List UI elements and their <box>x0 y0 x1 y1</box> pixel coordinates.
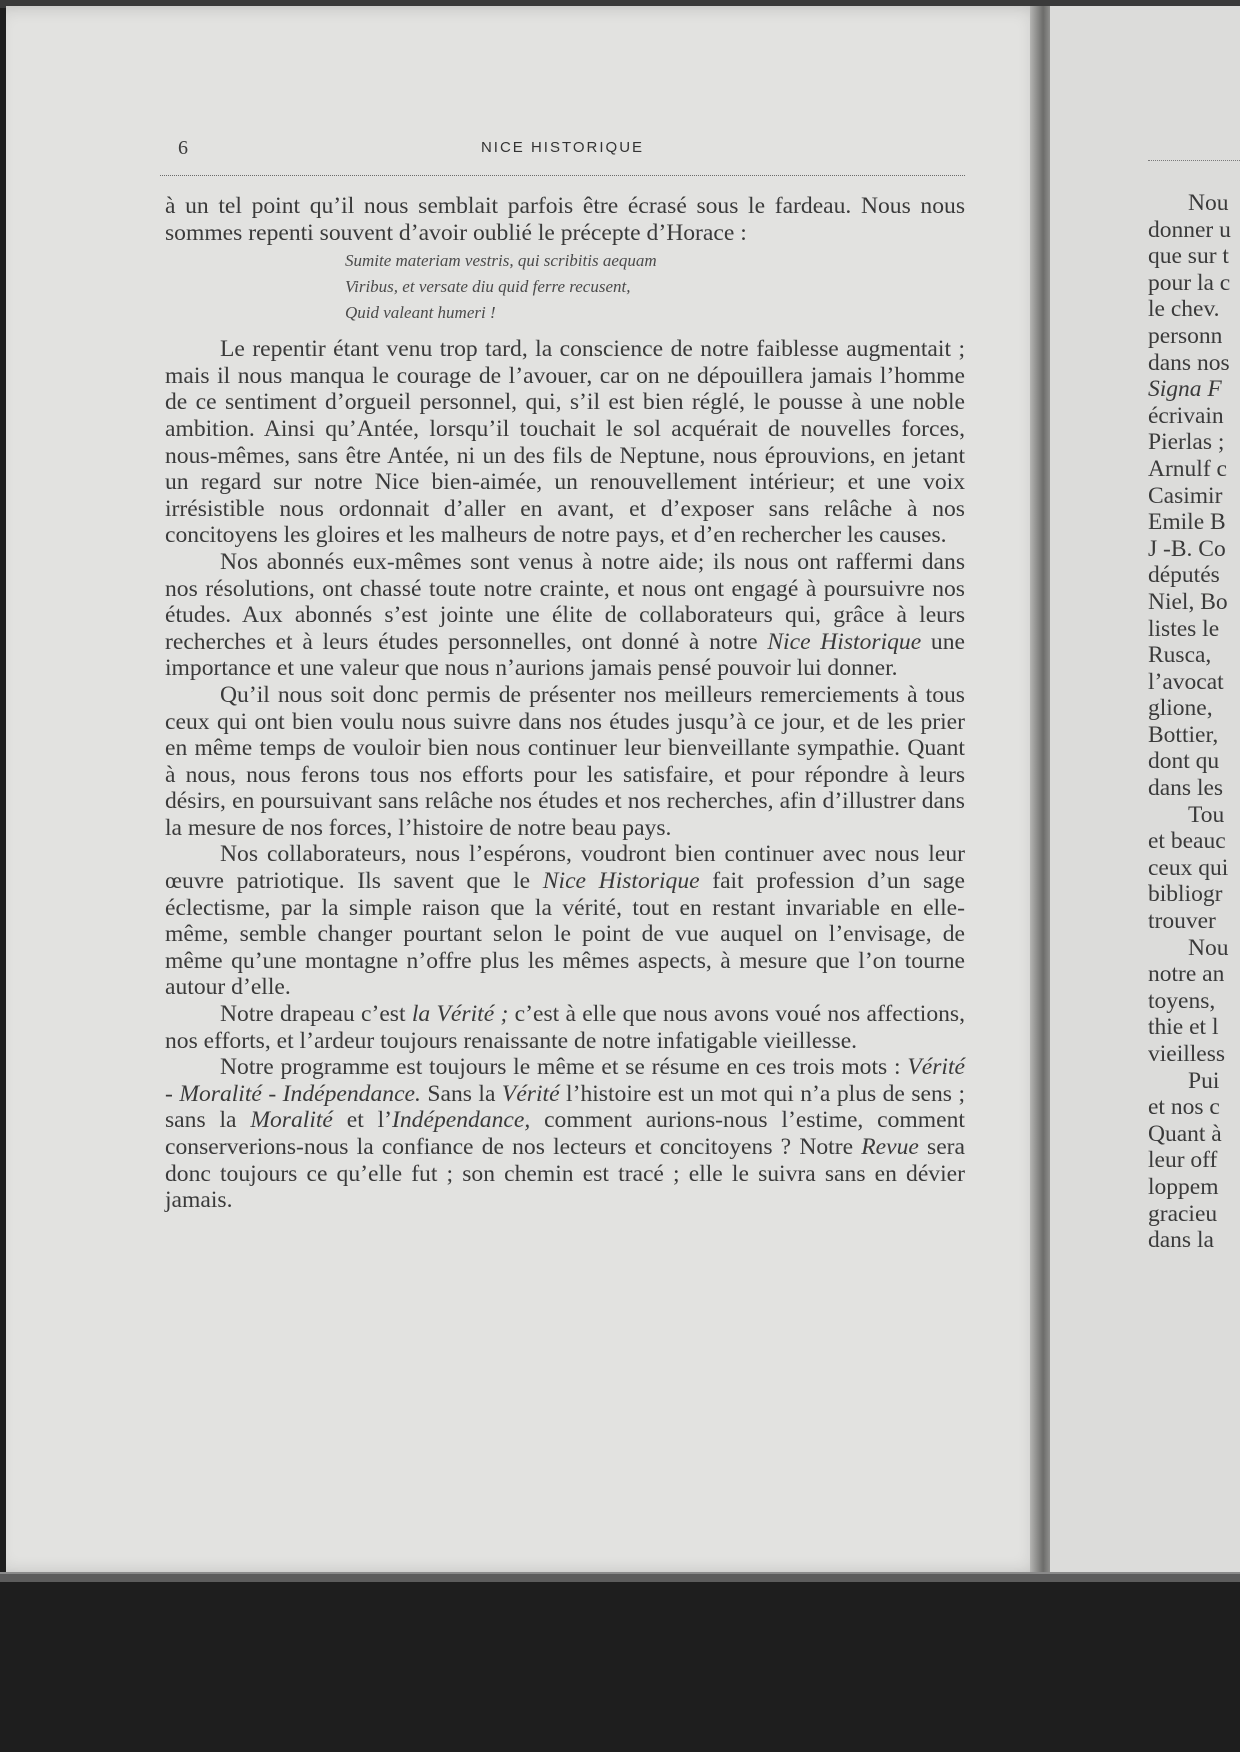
facing-page-line: et beauc <box>1148 828 1226 855</box>
facing-page-line: loppem <box>1148 1173 1219 1200</box>
facing-page-rule <box>1148 160 1240 161</box>
emphasis: Indépendance, <box>392 1107 531 1134</box>
facing-page-line: dans nos <box>1148 349 1230 376</box>
facing-page-line: Arnulf c <box>1148 455 1227 482</box>
facing-page-line: dans la <box>1148 1227 1214 1254</box>
facing-page-line: l’avocat <box>1148 668 1224 695</box>
paragraph-1: à un tel point qu’il nous semblait parfois être écrasé sous le fardeau. Nous nous sommes repenti souvent d’avoir oublié le précepte d’Horace : <box>165 193 965 246</box>
facing-page-line: toyens, <box>1148 987 1216 1014</box>
facing-page-line: gracieu <box>1148 1200 1218 1227</box>
facing-page-line: Quant à <box>1148 1120 1222 1147</box>
facing-page-line: vieilless <box>1148 1041 1226 1067</box>
journal-name: Revue <box>861 1134 919 1160</box>
facing-page-line: bibliogr <box>1148 881 1223 908</box>
facing-page-line: glione, <box>1148 695 1213 722</box>
facing-page-line: personn <box>1148 322 1223 349</box>
emphasis: la Vérité ; <box>411 1001 509 1028</box>
facing-page-line: dans les <box>1148 775 1224 802</box>
facing-page-line: dont qu <box>1148 748 1220 775</box>
facing-page-line: Nou <box>1188 934 1229 961</box>
facing-page-line: Emile B <box>1148 509 1226 536</box>
facing-page-line: écrivain <box>1148 402 1224 429</box>
facing-page-line: Rusca, <box>1148 642 1212 669</box>
emphasis: Moralité <box>250 1107 333 1134</box>
quote-line-1: Sumite materiam vestris, qui scribitis aequam <box>345 251 657 271</box>
horace-quote <box>345 248 965 326</box>
page-number: 6 <box>178 137 188 159</box>
facing-page-line: listes le <box>1148 615 1220 642</box>
scan-bottom-edge <box>0 1572 1240 1582</box>
quote-line-3: Quid valeant humeri ! <box>345 303 496 323</box>
paragraph-3: Nos abonnés eux-mêmes sont venus à notre aide; ils nous ont raffermi dans nos résolutions, ont chassé toute notre crainte, et nous ont engagé à poursuivre nos études. Aux abonnés s’est jointe une élite de collaborateurs qui, grâce à leurs recherches et à leurs études personnelles, ont donné à notre Nice Historique une importance et une valeur que nous n’aurions jamais pensé pouvoir lui donner. <box>165 548 965 682</box>
book-gutter <box>1030 6 1052 1574</box>
motto: Vérité - Moralité - Indépendance. <box>165 1054 965 1107</box>
facing-page-line: Tou <box>1188 801 1225 828</box>
facing-page-line: donner u <box>1148 216 1231 243</box>
facing-page-text <box>1148 190 1240 1254</box>
facing-page-line: Signa F <box>1148 376 1222 403</box>
facing-page-line: Pui <box>1188 1067 1220 1094</box>
facing-page-line: Nou <box>1188 190 1229 216</box>
journal-title: Nice Historique <box>542 868 700 895</box>
page-header <box>160 135 965 176</box>
facing-page-line: Niel, Bo <box>1148 588 1228 615</box>
facing-page-line: Pierlas ; <box>1148 429 1225 456</box>
paragraph-4: Qu’il nous soit donc permis de présenter nos meilleurs remerciements à tous ceux qui ont bien voulu nous suivre dans nos études jusqu’à ce jour, et de les prier en même temps de vouloir bien nous continuer leur bienveillante sympathie. Quant à nous, nous ferons tous nos efforts pour les satisfaire, et pour répondre à leurs désirs, en poursuivant sans relâche nos études et nos recherches, afin d’illustrer dans la mesure de nos forces, l’histoire de notre beau pays. <box>165 681 965 841</box>
facing-page-line: pour la c <box>1148 269 1231 296</box>
facing-page-line: députés <box>1148 562 1220 589</box>
quote-line-2: Viribus, et versate diu quid ferre recusent, <box>345 277 631 297</box>
paragraph-7: Notre programme est toujours le même et se résume en ces trois mots : Vérité - Moralité - Indépendance. Sans la Vérité l’histoire est un mot qui n’a plus de sens ; sans la Moralité et l’Indépendance, comment aurions-nous l’estime, comment conserverions-nous la confiance de nos lecteurs et concitoyens ? Notre Revue sera donc toujours ce qu’elle fut ; son chemin est tracé ; elle le suivra sans en dévier jamais. <box>165 1054 966 1214</box>
facing-page-line: et nos c <box>1148 1094 1220 1121</box>
journal-title: Nice Historique <box>767 628 922 655</box>
facing-page-line: que sur t <box>1148 243 1229 270</box>
paragraph-2: Le repentir étant venu trop tard, la conscience de notre faiblesse augmentait ; mais il nous manqua le courage de l’avouer, car on ne dépouillera jamais l’homme de ce sentiment d’orgueil personnel, qui, s’il est bien réglé, le pousse à une noble ambition. Ainsi qu’Antée, lorsqu’il touchait le sol acquérait de nouvelles forces, nous-mêmes, sans être Antée, ni un des fils de Neptune, nous éprouvions, en jetant un regard sur notre Nice bien-aimée, un renouvellement intérieur; et une voix irrésistible nous ordonnait d’aller en avant, et d’exposer sans relâche à nos concitoyens les gloires et les malheurs de notre pays, et d’en rechercher les causes. <box>165 336 965 549</box>
facing-page-line: leur off <box>1148 1147 1218 1174</box>
facing-page-line: notre an <box>1148 961 1225 988</box>
facing-page-line: Bottier, <box>1148 721 1219 748</box>
body-text <box>165 193 965 1214</box>
paragraph-6: Notre drapeau c’est la Vérité ; c’est à elle que nous avons voué nos affections, nos efforts, et l’ardeur toujours renaissante de notre infatigable vieillesse. <box>165 1001 965 1054</box>
emphasis: Vérité <box>501 1080 560 1107</box>
facing-page-line: trouver <box>1148 908 1216 935</box>
facing-page-line: Casimir <box>1148 482 1223 509</box>
facing-page-line: J -B. Co <box>1148 535 1226 562</box>
facing-page-line: ceux qui <box>1148 854 1229 881</box>
paragraph-5: Nos collaborateurs, nous l’espérons, voudront bien continuer avec nous leur œuvre patriotique. Ils savent que le Nice Historique fait profession d’un sage éclectisme, par la simple raison que la vérité, tout en restant invariable en elle-même, semble changer pourtant selon le point de vue auquel on l’envisage, de même qu’une montagne n’offre plus les mêmes aspects, à mesure que l’on tourne autour d’elle. <box>165 841 965 1001</box>
facing-page-line: le chev. <box>1148 296 1220 323</box>
facing-page-line: thie et l <box>1148 1014 1219 1041</box>
running-head: NICE HISTORIQUE <box>480 139 645 156</box>
